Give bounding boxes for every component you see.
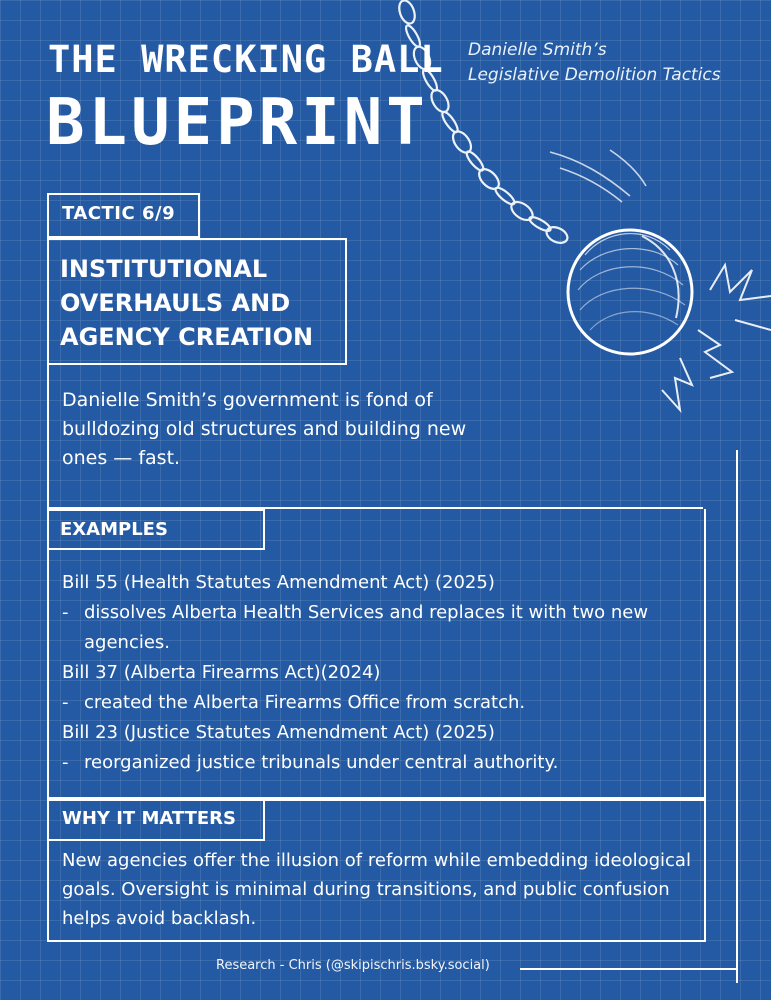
frame-line-vertical [736, 450, 738, 983]
subtitle-line-2: Legislative Demolition Tactics [468, 65, 721, 85]
example-item [62, 568, 698, 658]
example-bill: Bill 55 (Health Statutes Amendment Act) (2025) [62, 572, 495, 593]
example-note [62, 688, 698, 718]
frame-line-horizontal [520, 968, 738, 970]
dash-icon: - [62, 752, 69, 773]
example-note [62, 598, 698, 658]
ball-icon [568, 230, 692, 354]
motion-lines-icon [550, 150, 646, 202]
subtitle-line-1: Danielle Smith’s [468, 40, 607, 60]
dash-icon: - [62, 602, 69, 623]
title-line-1: THE WRECKING BALL [48, 38, 444, 81]
example-note-text: dissolves Alberta Health Services and replaces it with two new agencies. [84, 602, 649, 653]
example-note [62, 748, 698, 778]
title-line-2: BLUEPRINT [46, 86, 429, 160]
why-label: WHY IT MATTERS [62, 808, 236, 829]
examples-list [62, 568, 698, 778]
example-item [62, 658, 698, 718]
chain-icon [396, 0, 570, 246]
example-bill: Bill 37 (Alberta Firearms Act)(2024) [62, 662, 381, 683]
tactic-number: TACTIC 6/9 [62, 203, 176, 224]
tactic-heading: INSTITUTIONAL OVERHAULS AND AGENCY CREATION [60, 255, 314, 351]
example-bill: Bill 23 (Justice Statutes Amendment Act) (2025) [62, 722, 495, 743]
example-note-text: reorganized justice tribunals under central authority. [84, 752, 559, 773]
intro-text: Danielle Smith’s government is fond of bulldozing old structures and building new ones — fast. [62, 389, 467, 469]
dash-icon: - [62, 692, 69, 713]
example-note-text: created the Alberta Firearms Office from scratch. [84, 692, 526, 713]
why-text: New agencies offer the illusion of reform while embedding ideological goals. Oversight is minimal during transitions, and public confusion helps avoid backlash. [62, 850, 691, 929]
footer-credit: Research - Chris (@skipischris.bsky.social) [216, 958, 490, 973]
examples-label: EXAMPLES [60, 519, 168, 540]
example-item [62, 718, 698, 778]
